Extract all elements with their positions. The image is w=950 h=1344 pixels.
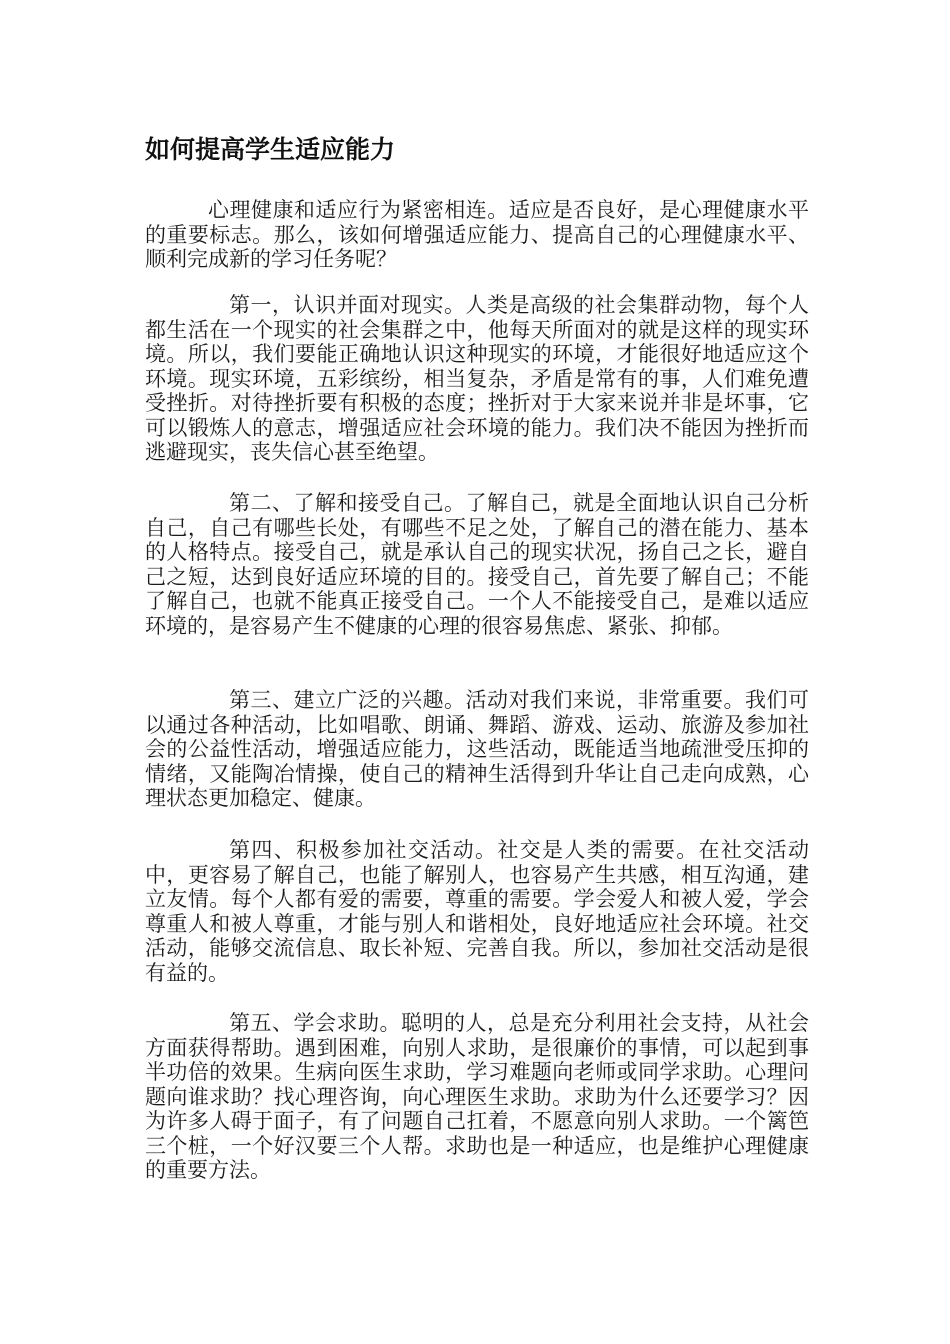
paragraph-social-activities: 第四、积极参加社交活动。社交是人类的需要。在社交活动中，更容易了解自己，也能了解别人，也容易产生共感，相互沟通，建立友情。每个人都有爱的需要，尊重的需要。学会爱人和被人爱，学会尊重人和被人尊重，才能与别人和谐相处，良好地适应社会环境。社交活动，能够交流信息、取长补短、完善自我。所以，参加社交活动是很有益的。 bbox=[145, 838, 809, 985]
document-title: 如何提高学生适应能力 bbox=[145, 135, 396, 164]
paragraph-face-reality: 第一，认识并面对现实。人类是高级的社会集群动物，每个人都生活在一个现实的社会集群之中，他每天所面对的就是这样的现实环境。所以，我们要能正确地认识这种现实的环境，才能很好地适应这个环境。现实环境，五彩缤纷，相当复杂，矛盾是常有的事，人们难免遭受挫折。对待挫折要有积极的态度；挫折对于大家来说并非是坏事，它可以锻炼人的意志，增强适应社会环境的能力。我们决不能因为挫折而逃避现实，丧失信心甚至绝望。 bbox=[145, 293, 809, 464]
intro-paragraph: 心理健康和适应行为紧密相连。适应是否良好，是心理健康水平的重要标志。那么，该如何增强适应能力、提高自己的心理健康水平、顺利完成新的学习任务呢？ bbox=[145, 198, 809, 271]
paragraph-accept-self: 第二、了解和接受自己。了解自己，就是全面地认识自己分析自己，自己有哪些长处，有哪些不足之处，了解自己的潜在能力、基本的人格特点。接受自己，就是承认自己的现实状况，扬自己之长，避自己之短，达到良好适应环境的目的。接受自己，首先要了解自己；不能了解自己，也就不能真正接受自己。一个人不能接受自己，是难以适应环境的，是容易产生不健康的心理的很容易焦虑、紧张、抑郁。 bbox=[145, 491, 809, 638]
paragraph-interests: 第三、建立广泛的兴趣。活动对我们来说，非常重要。我们可以通过各种活动，比如唱歌、朗诵、舞蹈、游戏、运动、旅游及参加社会的公益性活动，增强适应能力，这些活动，既能适当地疏泄受压抑的情绪，又能陶冶情操，使自己的精神生活得到升华让自己走向成熟，心理状态更加稳定、健康。 bbox=[145, 688, 809, 810]
paragraph-seek-help: 第五、学会求助。聪明的人，总是充分利用社会支持，从社会方面获得帮助。遇到困难，向别人求助，是很廉价的事情，可以起到事半功倍的效果。生病向医生求助，学习难题向老师或同学求助。心理问题向谁求助？找心理咨询，向心理医生求助。求助为什么还要学习？因为许多人碍于面子，有了问题自己扛着，不愿意向别人求助。一个篱笆三个桩，一个好汉要三个人帮。求助也是一种适应，也是维护心理健康的重要方法。 bbox=[145, 1011, 809, 1182]
